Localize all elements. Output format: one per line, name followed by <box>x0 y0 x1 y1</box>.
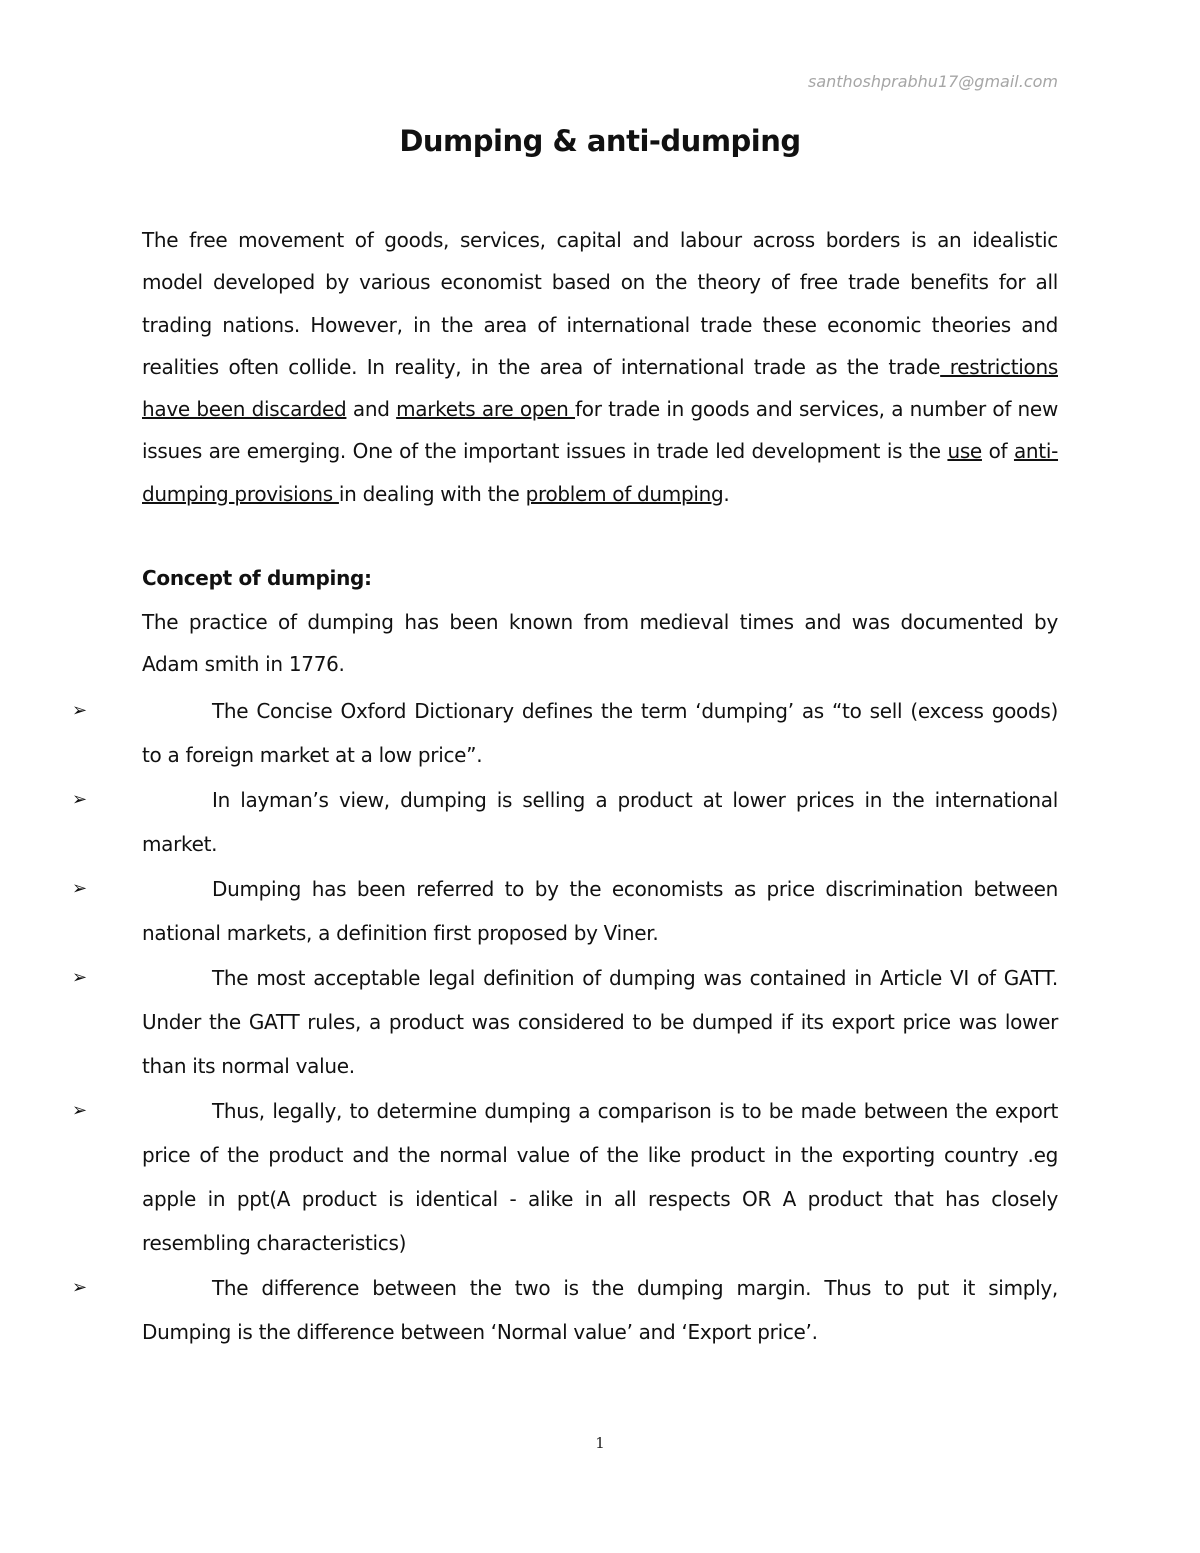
intro-underline-problem: problem of dumping <box>525 481 724 506</box>
arrow-bullet-icon: ➢ <box>72 1277 87 1298</box>
bullet-text: The most acceptable legal definition of dumping was contained in Article VI of GATT. Under the GATT rules, a product was considered to be dumped if its export price was lower than its normal value. <box>142 966 1058 1078</box>
intro-paragraph <box>142 219 1058 515</box>
intro-text-1: The free movement of goods, services, capital and labour across borders is an idealistic model developed by various economist based on the theory of free trade benefits for all trading nations. However, in the area of international trade these economic theories and realities often collide. In reality, in the area of international trade as the trade <box>142 228 1058 379</box>
arrow-bullet-icon: ➢ <box>72 789 87 810</box>
document-title: Dumping & anti-dumping <box>399 124 801 158</box>
concept-intro-paragraph: The practice of dumping has been known from medieval times and was documented by Adam smith in 1776. <box>142 610 1058 677</box>
intro-text-3: for trade in goods and services, a number of new issues are emerging. One of the important issues in trade led development is the <box>142 397 1058 464</box>
intro-underline-restrictions: restrictions have been discarded <box>142 354 1058 422</box>
list-item <box>72 1266 1058 1354</box>
concept-bullet-list <box>72 689 1058 1355</box>
intro-underline-provisions: anti-dumping provisions <box>142 439 1059 506</box>
bullet-text: In layman’s view, dumping is selling a product at lower prices in the international market. <box>142 788 1058 856</box>
bullet-text: The Concise Oxford Dictionary defines the term ‘dumping’ as “to sell (excess goods) to a foreign market at a low price”. <box>142 699 1058 767</box>
intro-underline-markets: markets are open <box>396 397 576 422</box>
intro-text-5: in dealing with the <box>338 481 526 506</box>
intro-text-6: . <box>723 481 730 506</box>
arrow-bullet-icon: ➢ <box>72 700 87 721</box>
page-number: 1 <box>595 1434 605 1452</box>
list-item <box>72 956 1058 1088</box>
intro-text-4: of <box>981 439 1014 464</box>
list-item <box>72 867 1058 955</box>
section-heading-concept: Concept of dumping: <box>142 566 372 590</box>
intro-text-2: and <box>346 397 397 422</box>
arrow-bullet-icon: ➢ <box>72 878 87 899</box>
intro-underline-use: use <box>947 439 982 464</box>
arrow-bullet-icon: ➢ <box>72 1100 87 1121</box>
list-item <box>72 1089 1058 1265</box>
list-item <box>72 778 1058 866</box>
bullet-text: The difference between the two is the dumping margin. Thus to put it simply, Dumping is the difference between ‘Normal value’ and ‘Export price’. <box>142 1276 1058 1344</box>
arrow-bullet-icon: ➢ <box>72 967 87 988</box>
header-email: santhoshprabhu17@gmail.com <box>808 72 1058 91</box>
list-item <box>72 689 1058 777</box>
bullet-text: Dumping has been referred to by the economists as price discrimination between national markets, a definition first proposed by Viner. <box>142 877 1058 945</box>
bullet-text: Thus, legally, to determine dumping a comparison is to be made between the export price of the product and the normal value of the like product in the exporting country .eg apple in ppt(A product is identical - alike in all respects OR A product that has closely resembling characteristics) <box>142 1099 1058 1255</box>
